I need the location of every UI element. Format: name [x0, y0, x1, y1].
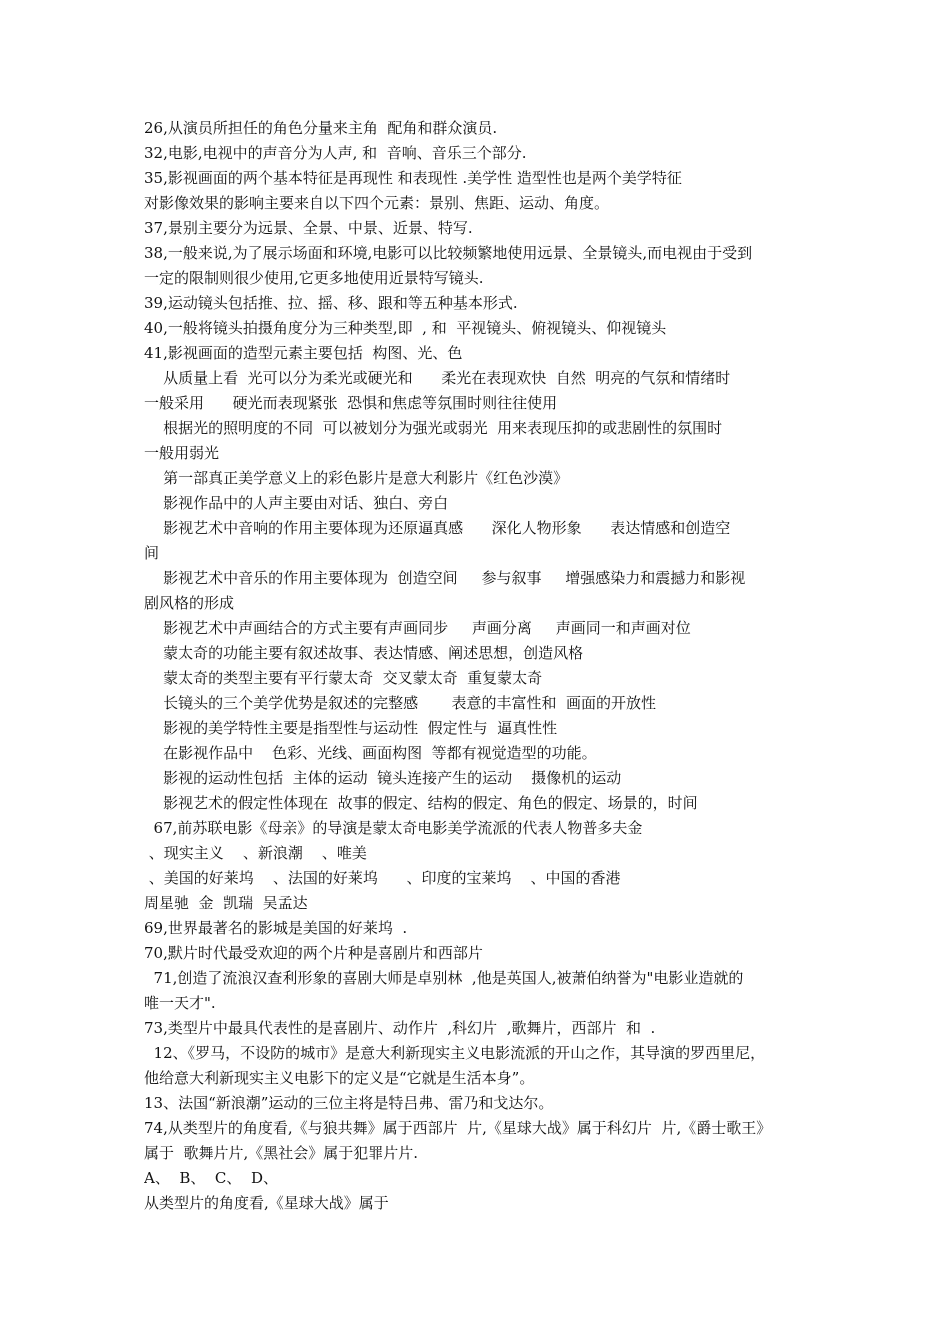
text-line: 影视作品中的人声主要由对话、独白、旁白: [144, 494, 449, 512]
text-line: 影视艺术中音响的作用主要体现为还原逼真感 深化人物形象 表达情感和创造空: [144, 519, 731, 537]
text-line: 69,世界最著名的影城是美国的好莱坞 .: [144, 919, 408, 937]
text-line: 长镜头的三个美学优势是叙述的完整感 表意的丰富性和 画面的开放性: [144, 694, 656, 712]
text-line: 周星驰 金 凯瑞 吴孟达: [144, 894, 308, 912]
text-line: 74,从类型片的角度看,《与狼共舞》属于西部片 片,《星球大战》属于科幻片 片,《爵士歌王》: [144, 1119, 772, 1137]
text-line: 属于 歌舞片片,《黑社会》属于犯罪片片.: [144, 1144, 419, 1162]
text-line: 67,前苏联电影《母亲》的导演是蒙太奇电影美学流派的代表人物普多夫金: [144, 819, 643, 837]
text-line: 影视艺术的假定性体现在 故事的假定、结构的假定、角色的假定、场景的，时间: [144, 794, 698, 812]
text-line: 蒙太奇的功能主要有叙述故事、表达情感、阐述思想，创造风格: [144, 644, 584, 662]
text-line: 71,创造了流浪汉查利形象的喜剧大师是卓别林 ,他是英国人,被萧伯纳誉为"电影业造就的: [144, 969, 744, 987]
text-line: 一定的限制则很少使用,它更多地使用近景特写镜头.: [144, 269, 484, 287]
text-line: 影视艺术中音乐的作用主要体现为 创造空间 参与叙事 增强感染力和震撼力和影视: [144, 569, 746, 587]
text-line: 影视艺术中声画结合的方式主要有声画同步 声画分离 声画同一和声画对位: [144, 619, 691, 637]
text-line: 影视的运动性包括 主体的运动 镜头连接产生的运动 摄像机的运动: [144, 769, 622, 787]
text-line: 剧风格的形成: [144, 594, 235, 612]
text-line: 对影像效果的影响主要来自以下四个元素：景别、焦距、运动、角度。: [144, 194, 610, 212]
text-line: 一般用弱光: [144, 444, 220, 462]
text-line: 蒙太奇的类型主要有平行蒙太奇 交叉蒙太奇 重复蒙太奇: [144, 669, 543, 687]
text-line: 12、《罗马，不设防的城市》是意大利新现实主义电影流派的开山之作，其导演的罗西里尼，: [144, 1044, 766, 1062]
text-line: 39,运动镜头包括推、拉、摇、移、跟和等五种基本形式.: [144, 294, 518, 312]
text-line: 一般采用 硬光而表现紧张 恐惧和焦虑等氛围时则往往使用: [144, 394, 558, 412]
text-line: 第一部真正美学意义上的彩色影片是意大利影片《红色沙漠》: [144, 469, 569, 487]
text-line: 、美国的好莱坞 、法国的好莱坞 、印度的宝莱坞 、中国的香港: [144, 869, 621, 887]
text-line: 32,电影,电视中的声音分为人声, 和 音响、音乐三个部分.: [144, 144, 527, 162]
text-line: 13、法国“新浪潮”运动的三位主将是特吕弗、雷乃和戈达尔。: [144, 1094, 554, 1112]
text-line: 40,一般将镜头拍摄角度分为三种类型,即 , 和 平视镜头、俯视镜头、仰视镜头: [144, 319, 667, 337]
document-body: [144, 116, 812, 1216]
text-line: 38,一般来说,为了展示场面和环境,电影可以比较频繁地使用远景、全景镜头,而电视由于受到: [144, 244, 753, 262]
text-line: 从质量上看 光可以分为柔光或硬光和 柔光在表现欢快 自然 明亮的气氛和情绪时: [144, 369, 731, 387]
text-line: 他给意大利新现实主义电影下的定义是“它就是生活本身”。: [144, 1069, 535, 1087]
text-line: 从类型片的角度看,《星球大战》属于: [144, 1194, 389, 1212]
text-line: 26,从演员所担任的角色分量来主角 配角和群众演员.: [144, 119, 498, 137]
text-line: 影视的美学特性主要是指型性与运动性 假定性与 逼真性性: [144, 719, 558, 737]
text-line: 70,默片时代最受欢迎的两个片种是喜剧片和西部片: [144, 944, 483, 962]
text-line: 间: [144, 544, 160, 562]
text-line: 、现实主义 、新浪潮 、唯美: [144, 844, 367, 862]
text-line: A、 B、 C、 D、: [144, 1169, 278, 1187]
text-line: 在影视作品中 色彩、光线、画面构图 等都有视觉造型的功能。: [144, 744, 597, 762]
text-line: 37,景别主要分为远景、全景、中景、近景、特写.: [144, 219, 473, 237]
text-line: 73,类型片中最具代表性的是喜剧片、动作片 ,科幻片 ,歌舞片，西部片 和 .: [144, 1019, 656, 1037]
text-line: 41,影视画面的造型元素主要包括 构图、光、色: [144, 344, 463, 362]
text-line: 根据光的照明度的不同 可以被划分为强光或弱光 用来表现压抑的或悲剧性的氛围时: [144, 419, 723, 437]
text-line: 唯一天才".: [144, 994, 216, 1012]
text-line: 35,影视画面的两个基本特征是再现性 和表现性 .美学性 造型性也是两个美学特征: [144, 169, 682, 187]
